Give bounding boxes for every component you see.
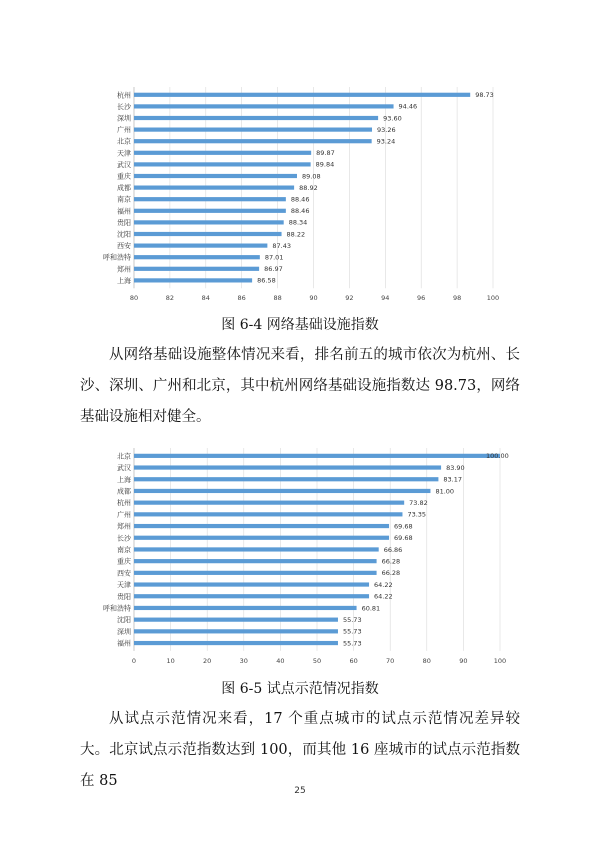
bar bbox=[134, 128, 372, 132]
category-label: 北京 bbox=[117, 137, 131, 146]
bar-value-label: 64.22 bbox=[374, 592, 393, 601]
category-label: 福州 bbox=[117, 207, 131, 216]
category-label: 福州 bbox=[117, 639, 131, 648]
x-tick-label: 0 bbox=[131, 656, 137, 665]
bar-value-label: 55.73 bbox=[342, 639, 362, 648]
bar-value-label: 88.46 bbox=[290, 195, 310, 204]
category-label: 上海 bbox=[117, 276, 131, 285]
paragraph-pilot-demonstration: 从试点示范情况来看，17 个重点城市的试点示范情况差异较大。北京试点示范指数达到 100，而其他 16 座城市的试点示范指数在 85 bbox=[80, 711, 520, 789]
page-number: 25 bbox=[294, 786, 306, 796]
bar-value-label: 86.58 bbox=[257, 276, 276, 285]
x-tick-label: 20 bbox=[203, 656, 212, 665]
category-label: 南京 bbox=[117, 545, 131, 554]
network-infrastructure-chart-svg bbox=[0, 82, 600, 302]
bar bbox=[134, 641, 338, 645]
bar bbox=[134, 547, 379, 551]
bar bbox=[134, 524, 389, 528]
bar bbox=[134, 477, 438, 481]
bar-value-label: 88.46 bbox=[290, 207, 310, 216]
category-label: 武汉 bbox=[117, 464, 131, 473]
bar-value-label: 66.28 bbox=[381, 569, 401, 578]
bar bbox=[134, 629, 338, 633]
category-label: 长沙 bbox=[117, 534, 131, 543]
x-tick-label: 90 bbox=[309, 294, 318, 302]
category-label: 北京 bbox=[117, 452, 131, 461]
category-label: 长沙 bbox=[117, 102, 131, 111]
category-label: 深圳 bbox=[117, 627, 131, 636]
network-infrastructure-chart bbox=[0, 82, 600, 302]
bar-value-label: 88.34 bbox=[288, 218, 308, 227]
x-tick-label: 50 bbox=[312, 656, 322, 665]
pilot-demonstration-chart bbox=[0, 446, 600, 668]
bar-value-label: 93.60 bbox=[383, 114, 402, 123]
bar-value-label: 89.08 bbox=[301, 172, 321, 181]
x-tick-label: 82 bbox=[165, 294, 175, 302]
bar bbox=[134, 582, 369, 586]
x-tick-label: 10 bbox=[166, 656, 175, 665]
bar bbox=[134, 151, 311, 155]
bar-value-label: 89.84 bbox=[315, 160, 335, 169]
x-tick-label: 100 bbox=[486, 294, 500, 302]
category-label: 广州 bbox=[117, 510, 131, 519]
x-tick-label: 60 bbox=[349, 656, 358, 665]
bar-value-label: 69.68 bbox=[394, 534, 413, 543]
bar-value-label: 83.17 bbox=[443, 475, 463, 484]
bar bbox=[134, 454, 500, 458]
category-label: 呼和浩特 bbox=[103, 253, 131, 262]
bar bbox=[134, 267, 259, 271]
bar bbox=[134, 116, 378, 120]
category-label: 杭州 bbox=[117, 91, 131, 100]
category-label: 沈阳 bbox=[117, 230, 131, 239]
bar bbox=[134, 93, 470, 97]
category-label: 贵阳 bbox=[117, 592, 131, 601]
bar bbox=[134, 220, 284, 224]
bar bbox=[134, 512, 402, 516]
category-label: 天津 bbox=[117, 149, 131, 158]
x-tick-label: 40 bbox=[276, 656, 285, 665]
bar-value-label: 88.92 bbox=[299, 183, 318, 192]
category-label: 贵阳 bbox=[117, 218, 131, 227]
category-label: 重庆 bbox=[117, 557, 131, 566]
bar bbox=[134, 186, 294, 190]
x-tick-label: 84 bbox=[201, 294, 210, 302]
x-tick-label: 94 bbox=[381, 294, 390, 302]
bar bbox=[134, 559, 377, 563]
bar bbox=[134, 162, 311, 166]
bar-value-label: 94.46 bbox=[398, 102, 418, 111]
figure-6-5-caption: 图 6-5 试点示范情况指数 bbox=[221, 681, 379, 697]
bar bbox=[134, 174, 297, 178]
category-label: 武汉 bbox=[117, 160, 131, 169]
bar-value-label: 100.00 bbox=[486, 452, 509, 461]
x-tick-label: 90 bbox=[459, 656, 468, 665]
bar-value-label: 87.01 bbox=[264, 253, 284, 262]
bar-value-label: 87.43 bbox=[272, 241, 291, 250]
bar bbox=[134, 465, 441, 469]
bar-value-label: 66.28 bbox=[381, 557, 401, 566]
bar-value-label: 93.26 bbox=[377, 125, 396, 134]
bar bbox=[134, 501, 404, 505]
category-label: 西安 bbox=[117, 569, 131, 578]
bar-value-label: 55.73 bbox=[342, 615, 362, 624]
category-label: 西安 bbox=[117, 242, 131, 251]
x-tick-label: 80 bbox=[422, 656, 431, 665]
category-label: 沈阳 bbox=[117, 616, 131, 625]
bar bbox=[134, 536, 389, 540]
x-tick-label: 96 bbox=[417, 294, 426, 302]
bar bbox=[134, 104, 394, 108]
bar bbox=[134, 278, 252, 282]
x-tick-label: 86 bbox=[237, 294, 246, 302]
bar-value-label: 73.35 bbox=[407, 510, 427, 519]
bar bbox=[134, 139, 372, 143]
bar bbox=[134, 197, 286, 201]
category-label: 杭州 bbox=[117, 499, 131, 508]
figure-6-4-caption: 图 6-4 网络基础设施指数 bbox=[221, 317, 379, 333]
x-tick-label: 80 bbox=[129, 294, 139, 302]
bar bbox=[134, 244, 267, 248]
bar-value-label: 88.22 bbox=[286, 230, 306, 239]
x-tick-label: 98 bbox=[452, 294, 462, 302]
bar bbox=[134, 594, 369, 598]
x-tick-label: 92 bbox=[345, 294, 354, 302]
bar bbox=[134, 571, 377, 575]
bar-value-label: 93.24 bbox=[376, 137, 396, 146]
category-label: 天津 bbox=[117, 581, 131, 590]
bar-value-label: 64.22 bbox=[374, 580, 393, 589]
bar-value-label: 83.90 bbox=[446, 463, 465, 472]
category-label: 上海 bbox=[117, 475, 131, 484]
category-label: 成都 bbox=[117, 487, 131, 496]
bar-value-label: 98.73 bbox=[475, 91, 494, 100]
bar-value-label: 69.68 bbox=[394, 522, 413, 531]
bar-value-label: 60.81 bbox=[361, 604, 381, 613]
bar-value-label: 66.86 bbox=[383, 545, 403, 554]
bar-value-label: 73.82 bbox=[409, 498, 428, 507]
bar bbox=[134, 606, 357, 610]
bar-value-label: 86.97 bbox=[264, 265, 283, 274]
bar-value-label: 55.73 bbox=[342, 627, 362, 636]
category-label: 郑州 bbox=[117, 522, 131, 531]
x-tick-label: 100 bbox=[493, 656, 507, 665]
category-label: 呼和浩特 bbox=[103, 604, 131, 613]
category-label: 成都 bbox=[117, 184, 131, 193]
category-label: 深圳 bbox=[117, 114, 131, 123]
x-tick-label: 30 bbox=[239, 656, 248, 665]
pilot-demonstration-chart-svg bbox=[0, 446, 600, 668]
bar-value-label: 89.87 bbox=[316, 149, 335, 158]
x-tick-label: 88 bbox=[273, 294, 282, 302]
bar bbox=[134, 255, 260, 259]
bar bbox=[134, 618, 338, 622]
category-label: 南京 bbox=[117, 195, 131, 204]
bar bbox=[134, 209, 286, 213]
paragraph-network-infrastructure: 从网络基础设施整体情况来看，排名前五的城市依次为杭州、长沙、深圳、广州和北京，其中杭州网络基础设施指数达 98.73，网络基础设施相对健全。 bbox=[80, 347, 520, 425]
category-label: 广州 bbox=[117, 126, 131, 135]
bar bbox=[134, 489, 430, 493]
bar bbox=[134, 232, 282, 236]
bar-value-label: 81.00 bbox=[435, 487, 455, 496]
x-tick-label: 70 bbox=[386, 656, 395, 665]
category-label: 重庆 bbox=[117, 172, 131, 181]
category-label: 郑州 bbox=[117, 265, 131, 274]
